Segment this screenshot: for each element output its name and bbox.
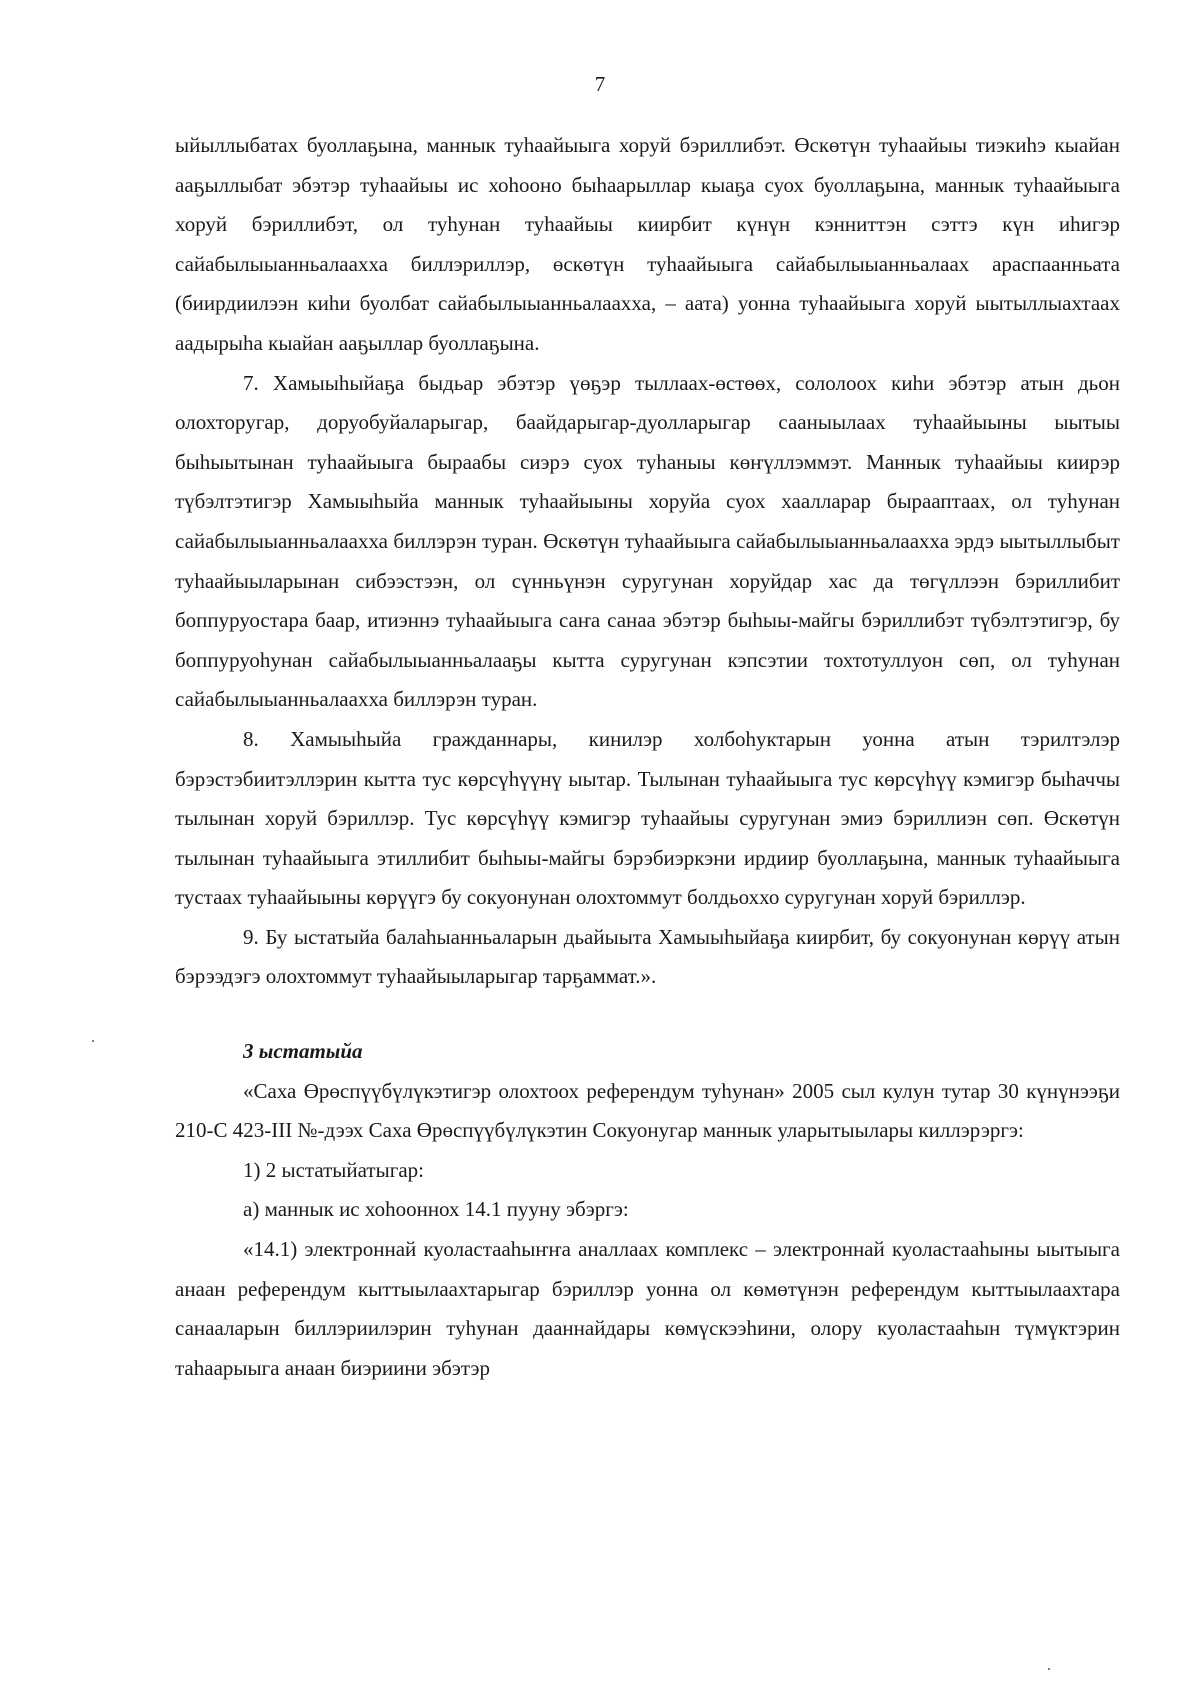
- article-heading: 3 ыстатыйа: [243, 1039, 363, 1064]
- scan-speck: [92, 1040, 94, 1042]
- paragraph-continuation: ыйыллыбатах буоллаҕына, маннык туһаайыыга хоруй бэриллибэт. Өскөтүн туһаайыы тиэкиһэ кыайан ааҕыллыбат эбэтэр туһаайыы ис хоһооно быһаарыллар кыаҕа суох буоллаҕына, маннык туһаайыыга хоруй бэриллибэт, ол туһунан туһаайыы киирбит күнүн кэнниттэн сэттэ күн иһигэр сайабылыыанньалаахха биллэриллэр, өскөтүн туһаайыыга сайабылыыанньалаах араспаанньата (биирдиилээн киһи буолбат сайабылыыанньалаахха, – аата) уонна туһаайыыга хоруй ыытыллыахтаах аадырыһа кыайан ааҕыллар буоллаҕына.: [175, 133, 1120, 355]
- page-number: 7: [594, 72, 606, 96]
- article-subitem-a: а) маннык ис хоһооннох 14.1 пууну эбэргэ:: [243, 1197, 629, 1222]
- article-intro: «Саха Өрөспүүбүлүкэтигэр олохтоох референдум туһунан» 2005 сыл кулун тутар 30 күнүнээҕи 210-С 423-III №-дээх Саха Өрөспүүбүлүкэтин Сокуонугар маннык уларытыылары киллэрэргэ:: [175, 1078, 1120, 1143]
- article-definition-14-1: «14.1) электроннай куоластааһыҥҥа аналлаах комплекс – электроннай куоластааһыны ыытыыга анаан референдум кыттыылаахтарыгар бэриллэр уонна ол көмөтүнэн референдум кыттыылаахтара санааларын биллэриилэрин туһунан дааннайдары көмүскээһини, олору куоластааһын түмүктэрин таһаарыыга анаан биэриини эбэтэр: [175, 1237, 1120, 1380]
- article-subitem-1: 1) 2 ыстатыйатыгар:: [243, 1157, 424, 1182]
- paragraph-item-7: 7. Хамыыһыйаҕа быдьар эбэтэр үөҕэр тыллаах-өстөөх, сололоох киһи эбэтэр атын дьон олохторугар, доруобуйаларыгар, баайдарыгар-дуолларыгар сааныылаах туһаайыыны ыытыы быһыытынан туһаайыыга быраабы сиэрэ суох туһаныы көҥүллэммэт. Маннык туһаайыы киирэр түбэлтэтигэр Хамыыһыйа маннык туһаайыыны хоруйа суох хааллараp бырааптаах, ол туһунан сайабылыыанньалаахха биллэрэн туран. Өскөтүн туһаайыыга сайабылыыанньалаахха эрдэ ыытыллыбыт туһаайыыларынан сибээстээн, ол сүнньүнэн суругунан хоруйдар хас да төгүллээн бэриллибит боппуруостара баар, итиэннэ туһаайыыга саҥа санаа эбэтэр быһыы-майгы бэриллибэт түбэлтэтигэр, бу боппуруоһунан сайабылыыанньалааҕы кытта суругунан кэпсэтии тохтотуллуон сөп, ол туһунан сайабылыыанньалаахха биллэрэн туран.: [175, 370, 1120, 712]
- scan-speck: [1048, 1668, 1050, 1670]
- document-body: [175, 126, 1120, 1388]
- paragraph-item-8: 8. Хамыыһыйа гражданнары, кинилэр холбоһуктарын уонна атын тэрилтэлэр бэрэстэбиитэллэрин кытта тус көрсүһүүнү ыытар. Тылынан туһаайыыга тус көрсүһүү кэмигэр быһаччы тылынан хоруй бэриллэр. Тус көрсүһүү кэмигэр туһаайыы суругунан эмиэ бэриллиэн сөп. Өскөтүн тылынан туһаайыыга этиллибит быһыы-майгы бэрэбиэркэни ирдиир буоллаҕына, маннык туһаайыыга тустаах туһаайыыны көрүүгэ бу сокуонунан олохтоммут болдьоххо суругунан хоруй бэриллэр.: [175, 726, 1120, 910]
- paragraph-item-9: 9. Бу ыстатыйа балаһыанньаларын дьайыыта Хамыыһыйаҕа киирбит, бу сокуонунан көрүү атын бэрээдэгэ олохтоммут туһаайыыларыгар тарҕаммат.».: [175, 924, 1120, 989]
